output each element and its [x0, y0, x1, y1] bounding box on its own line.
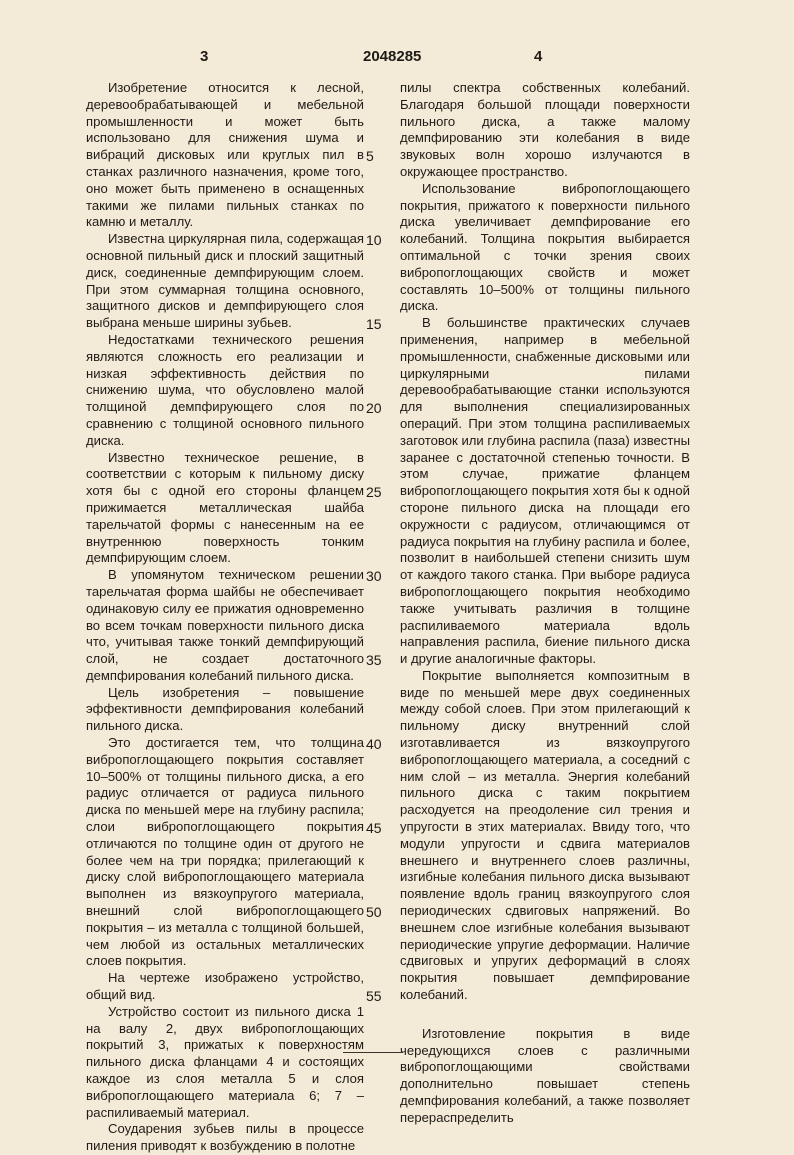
line-number: 45 [366, 820, 382, 836]
line-number: 30 [366, 568, 382, 584]
page-number-right: 4 [534, 48, 543, 65]
line-number: 20 [366, 400, 382, 416]
line-number: 50 [366, 904, 382, 920]
line-number: 15 [366, 316, 382, 332]
patent-number: 2048285 [363, 48, 422, 65]
paragraph: Известна циркулярная пила, содержащая основной пильный диск и плоский защитный диск, соединенные демпфирующим слоем. При этом суммарная толщина основного, защитного дисков и демпфирующего слоя выбрана меньше ширины зубьев. [86, 231, 364, 331]
paragraph: В большинстве практических случаев применения, например в мебельной промышленности, снабженные дисковыми или циркулярными пилами деревообрабатывающие станки используются для выполнения специализированных операций. При этом толщина распиливаемых заготовок или глубина распила (паза) известны заранее с достаточной степенью точности. В этом случае, прижатие фланцем вибропоглощающего покрытия хотя бы к одной стороне пильного диска на площади его окружности с радиусом, отличающимся от радиуса покрытия на глубину распила и более, позволит в наибольшей степени снизить шум от каждого такого станка. При выборе радиуса вибропоглощающего покрытия необходимо также учитывать различия в толщине распиливаемого материала вдоль направления распила, биение пильного диска и другие аналогичные факторы. [400, 315, 690, 667]
line-number: 55 [366, 988, 382, 1004]
paragraph: Изготовление покрытия в виде чередующихся слоев с различными вибропоглощающими свойствами дополнительно повышает степень демпфирования колебаний, а также позволяет перераспределить [400, 1025, 690, 1125]
paragraph: Покрытие выполняется композитным в виде по меньшей мере двух соединенных между собой слоев. При этом прилегающий к пильному диску внутренний слой изготавливается из вязкоупругого вибропоглощающего материала, а соседний с ним слой – из металла. Энергия колебаний пильного диска с таким покрытием расходуется на преодоление сил трения и упругости в этих материалах. Ввиду того, что модули упругости и сдвига материалов внешнего и внутреннего слоев различны, изгибные колебания пильного диска вызывают появление вдоль границ вязкоупругого слоя периодических сдвиговых напряжений. Во внешнем слое изгибные колебания вызывают периодические упругие деформации. Наличие сдвиговых и упругих деформаций в слоях покрытия повышает демпфирование колебаний. [400, 667, 690, 1003]
right-column [400, 80, 690, 1127]
left-column [86, 80, 364, 1155]
line-number: 25 [366, 484, 382, 500]
paragraph: Изобретение относится к лесной, деревообрабатывающей и мебельной промышленности и может быть использовано для снижения шума и вибраций дисковых или круглых пил в станках различного назначения, кроме того, оно может быть применено в оснащенных такими же пилами пильных станках по камню и металлу. [86, 80, 364, 230]
paragraph: Использование вибропоглощающего покрытия, прижатого к поверхности пильного диска увеличивает демпфирование его колебаний. Толщина покрытия выбирается оптимальной с точки зрения своих вибропоглощающих свойств и может составлять 10–500% от толщины пильного диска. [400, 180, 690, 314]
paragraph: пилы спектра собственных колебаний. Благодаря большой площади поверхности пильного диска, а также малому демпфированию эти колебания в виде звуковых волн хорошо излучаются в окружающее пространство. [400, 80, 690, 179]
footer-rule [343, 1052, 403, 1053]
paragraph: Цель изобретения – повышение эффективности демпфирования колебаний пильного диска. [86, 684, 364, 734]
paragraph: В упомянутом техническом решении тарельчатая форма шайбы не обеспечивает одинаковую силу ее прижатия одновременно во всем точкам поверхности пильного диска что, учитывая также тонкий демпфирующий слой, не создает достаточного демпфирования колебаний пильного диска. [86, 567, 364, 683]
paragraph: Недостатками технического решения являются сложность его реализации и низкая эффективность действия по снижению шума, что обусловлено малой толщиной демпфирующего слоя по сравнению с толщиной основного пильного диска. [86, 331, 364, 448]
paragraph: Устройство состоит из пильного диска 1 на валу 2, двух вибропоглощающих покрытий 3, прижатых к поверхностям пильного диска фланцами 4 и состоящих каждое из слоя металла 5 и слоя вибропоглощающего материала 6; 7 – распиливаемый материал. [86, 1003, 364, 1120]
line-number: 5 [366, 148, 374, 164]
paragraph: На чертеже изображено устройство, общий вид. [86, 970, 364, 1003]
line-number: 35 [366, 652, 382, 668]
paragraph: Это достигается тем, что толщина вибропоглощающего покрытия составляет 10–500% от толщины пильного диска, а его радиус отличается от радиуса пильного диска по меньшей мере на глубину распила; слои вибропоглощающего покрытия отличаются по толщине один от другого не более чем на три порядка; прилегающий к диску слой вибропоглощающего материала выполнен из вязкоупругого материала, внешний слой вибропоглощающего покрытия – из металла с толщиной большей, чем любой из остальных металлических слоев покрытия. [86, 735, 364, 969]
paragraph: Соударения зубьев пилы в процессе пиления приводят к возбуждению в полотне [86, 1121, 364, 1154]
page-number-left: 3 [200, 48, 209, 65]
line-number: 40 [366, 736, 382, 752]
line-number: 10 [366, 232, 382, 248]
paragraph: Известно техническое решение, в соответствии с которым к пильному диску хотя бы с одной его стороны фланцем прижимается металлическая шайба тарельчатой формы с нанесенным на ее внутреннюю поверхность тонким демпфирующим слоем. [86, 449, 364, 566]
